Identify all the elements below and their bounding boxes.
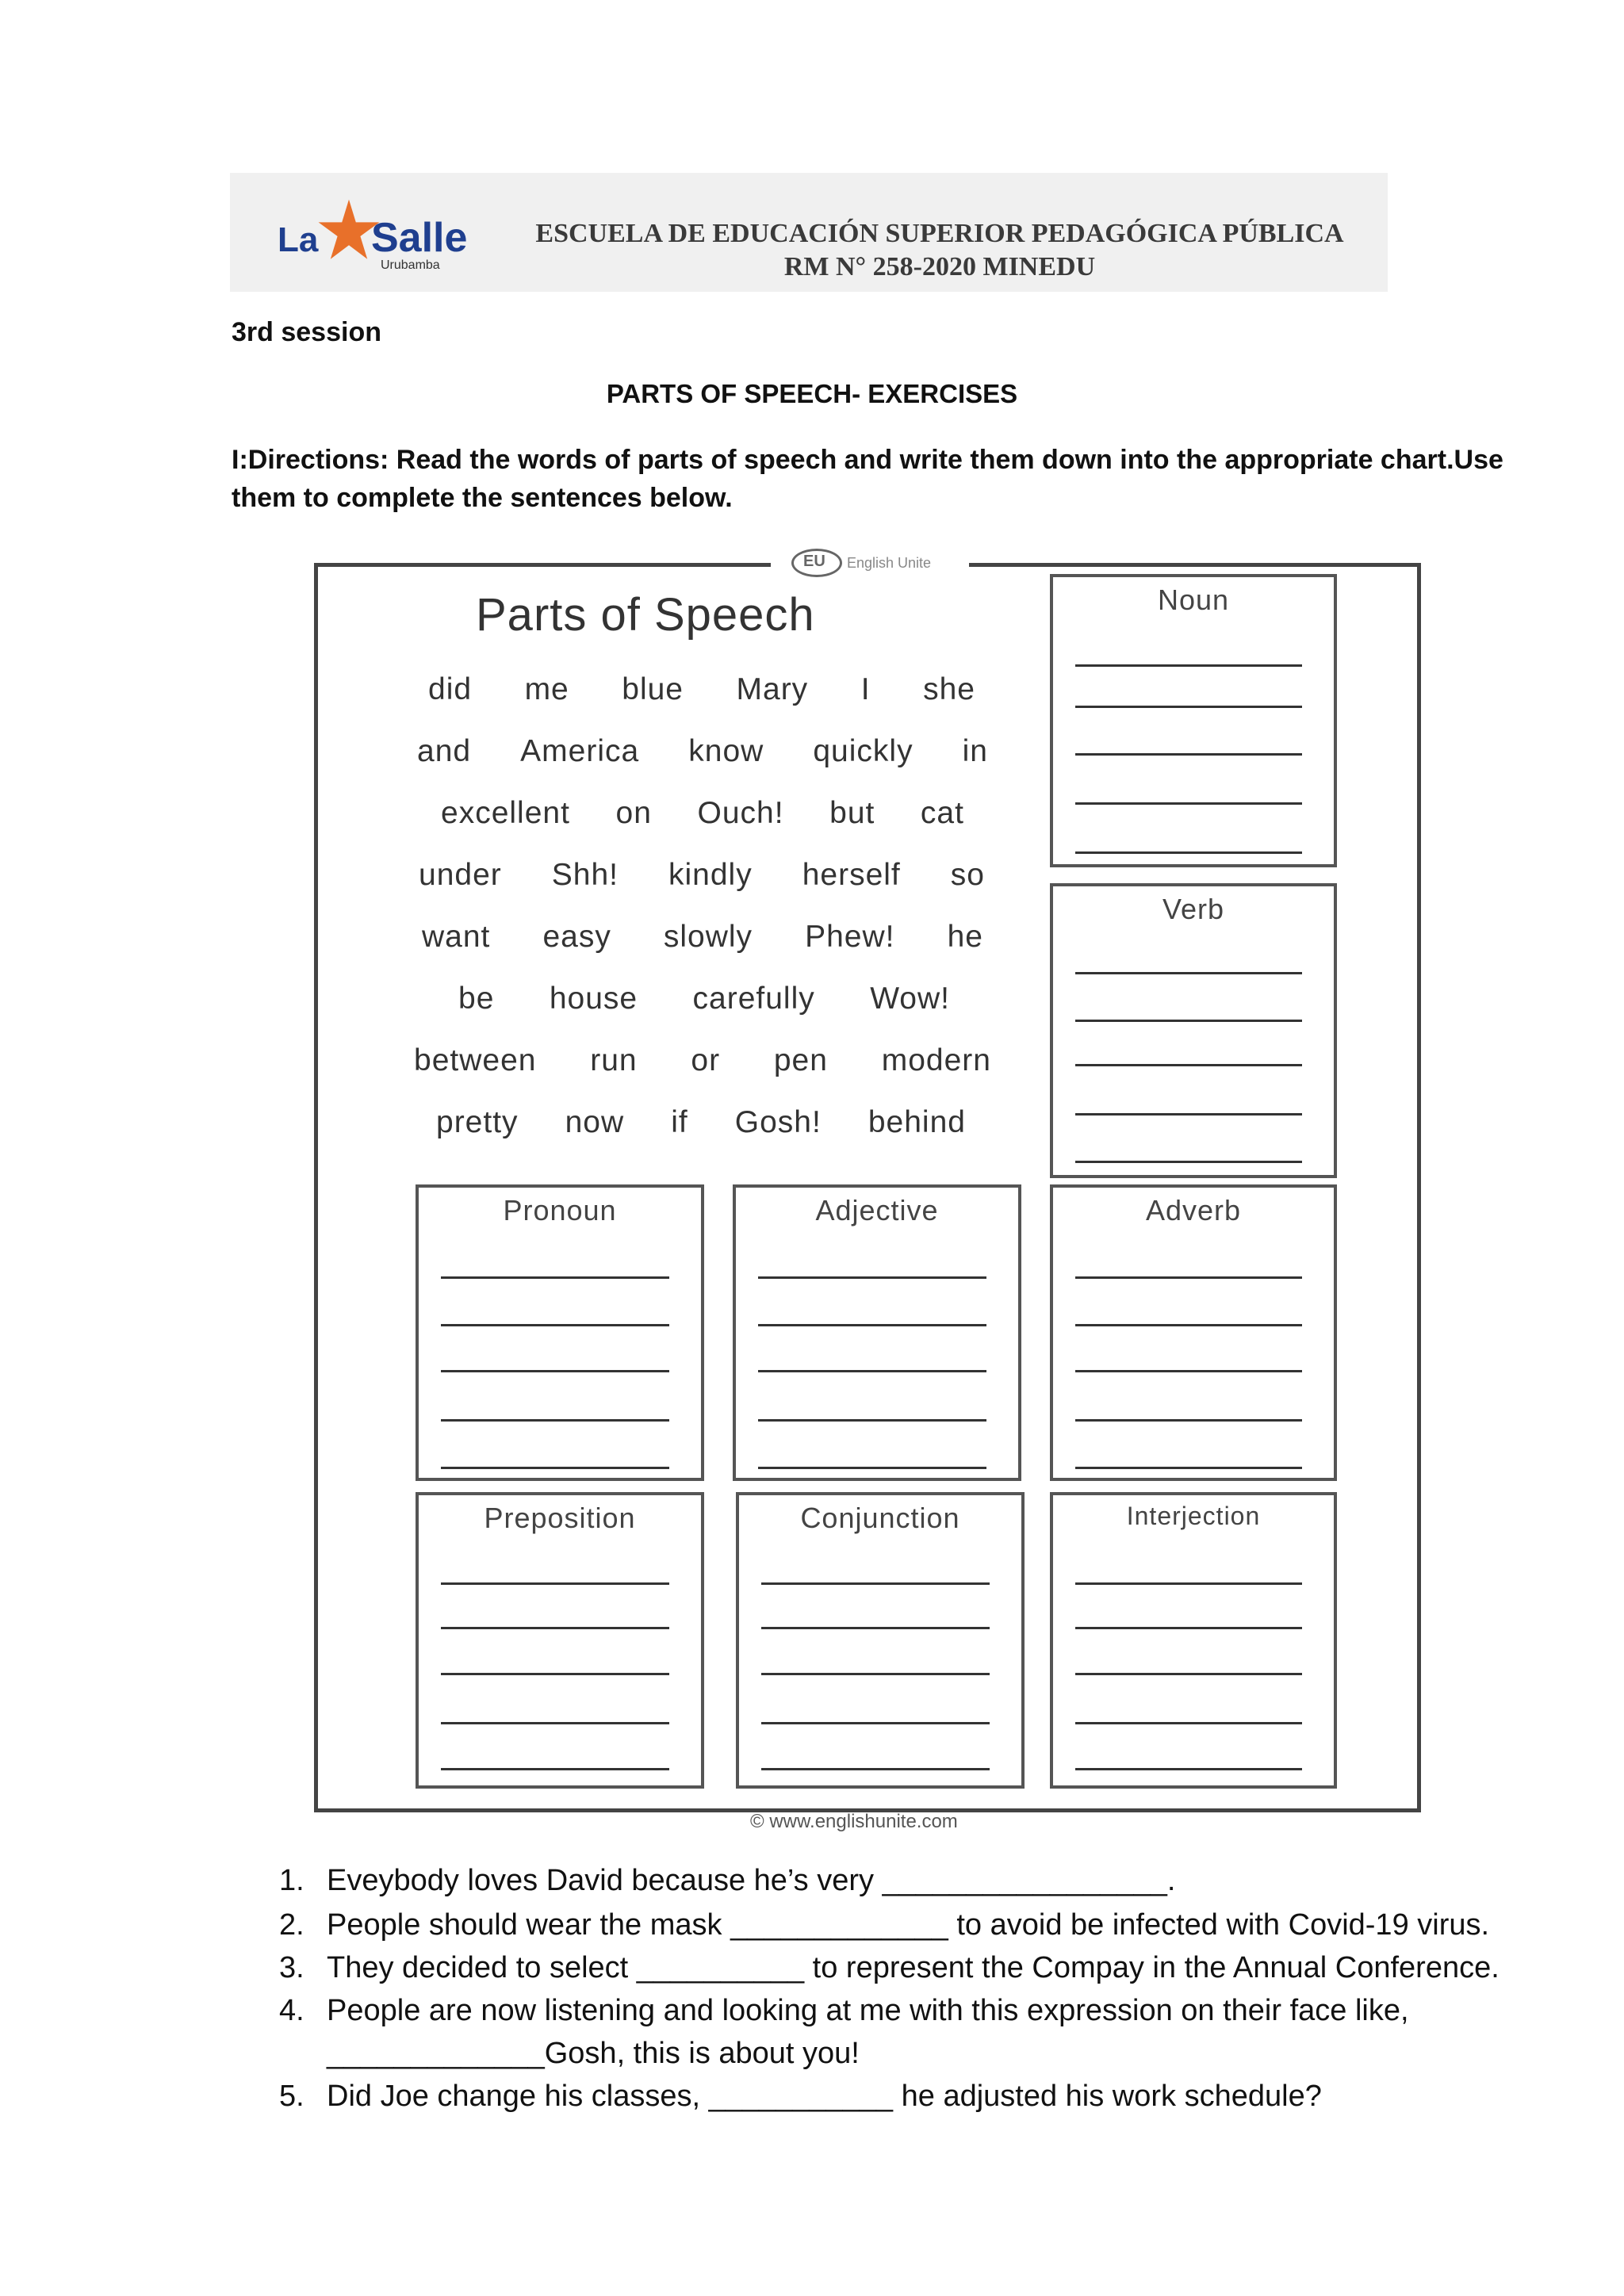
school-name-line1: ESCUELA DE EDUCACIÓN SUPERIOR PEDAGÓGICA PÚBLICA	[535, 219, 1344, 248]
answer-line[interactable]	[441, 1370, 669, 1372]
question-text: People should wear the mask _____________ to avoid be infected with Covid-19 virus.	[327, 1908, 1490, 1942]
question-number: 2.	[279, 1908, 304, 1942]
word: excellent	[441, 796, 570, 830]
word: carefully	[692, 982, 815, 1016]
answer-line[interactable]	[441, 1673, 669, 1675]
word: under	[419, 858, 502, 892]
word: Ouch!	[697, 796, 784, 830]
answer-line[interactable]	[761, 1627, 990, 1629]
answer-line[interactable]	[1075, 1161, 1302, 1163]
pronoun-label: Pronoun	[503, 1194, 617, 1226]
word: pretty	[436, 1105, 519, 1139]
answer-line[interactable]	[441, 1276, 669, 1279]
school-resolution-line: RM N° 258-2020 MINEDU	[783, 252, 1096, 281]
answer-line[interactable]	[1075, 1113, 1302, 1115]
word: house	[549, 982, 638, 1016]
word: Phew!	[805, 920, 895, 954]
answer-line[interactable]	[758, 1324, 986, 1326]
answer-line[interactable]	[1075, 1276, 1302, 1279]
conjunction-label: Conjunction	[800, 1502, 960, 1534]
word: she	[923, 672, 975, 706]
interjection-label: Interjection	[1126, 1502, 1261, 1530]
answer-line[interactable]	[441, 1582, 669, 1585]
answer-line[interactable]	[441, 1722, 669, 1724]
word: Mary	[736, 672, 809, 706]
preposition-label: Preposition	[484, 1502, 636, 1534]
word-bank-row	[414, 1043, 991, 1078]
brand-mark-text: EU	[803, 553, 825, 570]
adjective-box	[733, 1184, 1021, 1481]
school-name	[523, 217, 1356, 284]
word: kindly	[668, 858, 753, 892]
word-bank-row	[441, 796, 964, 831]
word: between	[414, 1043, 537, 1077]
noun-box	[1050, 574, 1337, 867]
word: pen	[773, 1043, 828, 1077]
word: if	[671, 1105, 688, 1139]
logo-subtext: Urubamba	[381, 258, 440, 272]
word: I	[860, 672, 871, 706]
word: or	[691, 1043, 721, 1077]
answer-line[interactable]	[1075, 802, 1302, 805]
word: herself	[802, 858, 901, 892]
answer-line[interactable]	[441, 1324, 669, 1326]
answer-line[interactable]	[1075, 1627, 1302, 1629]
answer-line[interactable]	[441, 1627, 669, 1629]
answer-line[interactable]	[1075, 972, 1302, 974]
answer-line[interactable]	[1075, 1582, 1302, 1585]
answer-line[interactable]	[1075, 1673, 1302, 1675]
answer-line[interactable]	[761, 1582, 990, 1585]
word-bank-row	[436, 1105, 966, 1140]
word: and	[417, 734, 472, 768]
word: modern	[881, 1043, 991, 1077]
preposition-box	[416, 1492, 704, 1789]
word: Gosh!	[734, 1105, 822, 1139]
interjection-box	[1050, 1492, 1337, 1789]
question-number: 5.	[279, 2080, 304, 2113]
word: now	[565, 1105, 625, 1139]
adverb-box	[1050, 1184, 1337, 1481]
answer-line[interactable]	[1075, 851, 1302, 854]
answer-line[interactable]	[1075, 1768, 1302, 1770]
school-header-banner	[230, 173, 1388, 292]
answer-line[interactable]	[1075, 1064, 1302, 1066]
question-text: Eveybody loves David because he’s very _________________.	[327, 1864, 1176, 1897]
page-title: PARTS OF SPEECH- EXERCISES	[606, 379, 1018, 408]
answer-line[interactable]	[1075, 664, 1302, 667]
word: know	[688, 734, 764, 768]
question-number: 3.	[279, 1951, 304, 1984]
session-label: 3rd session	[232, 317, 381, 347]
word-bank-row	[458, 982, 950, 1016]
answer-line[interactable]	[441, 1768, 669, 1770]
word: slowly	[663, 920, 753, 954]
word: easy	[542, 920, 611, 954]
word: on	[615, 796, 652, 830]
answer-line[interactable]	[761, 1768, 990, 1770]
answer-line[interactable]	[758, 1419, 986, 1422]
word: run	[590, 1043, 638, 1077]
question-text: _____________Gosh, this is about you!	[327, 2037, 860, 2070]
worksheet-title: Parts of Speech	[476, 589, 815, 641]
word-bank-row	[417, 734, 988, 769]
answer-line[interactable]	[758, 1370, 986, 1372]
question-text: They decided to select __________ to represent the Compay in the Annual Conference.	[327, 1951, 1500, 1984]
logo-text-la: La	[278, 220, 319, 259]
answer-line[interactable]	[1075, 753, 1302, 756]
word: Wow!	[870, 982, 950, 1016]
worksheet-source-url: © www.englishunite.com	[750, 1811, 958, 1832]
answer-line[interactable]	[758, 1276, 986, 1279]
verb-box	[1050, 883, 1337, 1178]
adverb-label: Adverb	[1145, 1194, 1242, 1226]
answer-line[interactable]	[1075, 706, 1302, 708]
question-number: 4.	[279, 1994, 304, 2027]
answer-line[interactable]	[758, 1467, 986, 1469]
answer-line[interactable]	[1075, 1467, 1302, 1469]
english-unite-logo-icon	[791, 549, 842, 577]
answer-line[interactable]	[1075, 1020, 1302, 1022]
word: cat	[920, 796, 964, 830]
question-text: People are now listening and looking at me with this expression on their face like,	[327, 1994, 1409, 2027]
word-bank-row	[422, 920, 983, 955]
directions-text: I:Directions: Read the words of parts of speech and write them down into the appropriate chart.Use them to complete the sentences below.	[232, 445, 1503, 513]
word: want	[422, 920, 491, 954]
answer-line[interactable]	[1075, 1722, 1302, 1724]
word-bank-row	[428, 672, 975, 707]
brand-text: English Unite	[847, 555, 932, 571]
pronoun-box	[416, 1184, 704, 1481]
word: but	[829, 796, 875, 830]
english-unite-brand	[771, 544, 969, 580]
answer-line[interactable]	[1075, 1324, 1302, 1326]
word: America	[520, 734, 640, 768]
answer-line[interactable]	[1075, 1370, 1302, 1372]
question-number: 1.	[279, 1864, 304, 1897]
word: be	[458, 982, 495, 1016]
answer-line[interactable]	[441, 1419, 669, 1422]
answer-line[interactable]	[1075, 1419, 1302, 1422]
question-text: Did Joe change his classes, ___________ he adjusted his work schedule?	[327, 2080, 1322, 2113]
answer-line[interactable]	[441, 1467, 669, 1469]
word: me	[524, 672, 569, 706]
word-bank-row	[419, 858, 985, 893]
logo-text-salle: Salle	[371, 215, 468, 261]
word: Shh!	[551, 858, 619, 892]
conjunction-box	[736, 1492, 1025, 1789]
word: did	[428, 672, 473, 706]
word: behind	[868, 1105, 966, 1139]
answer-line[interactable]	[761, 1673, 990, 1675]
verb-label: Verb	[1162, 893, 1225, 925]
word: blue	[622, 672, 684, 706]
adjective-label: Adjective	[815, 1194, 939, 1226]
la-salle-logo	[254, 189, 468, 276]
answer-line[interactable]	[761, 1722, 990, 1724]
word: quickly	[813, 734, 914, 768]
word: so	[950, 858, 985, 892]
word: in	[962, 734, 988, 768]
noun-label: Noun	[1157, 584, 1230, 616]
word: he	[947, 920, 983, 954]
